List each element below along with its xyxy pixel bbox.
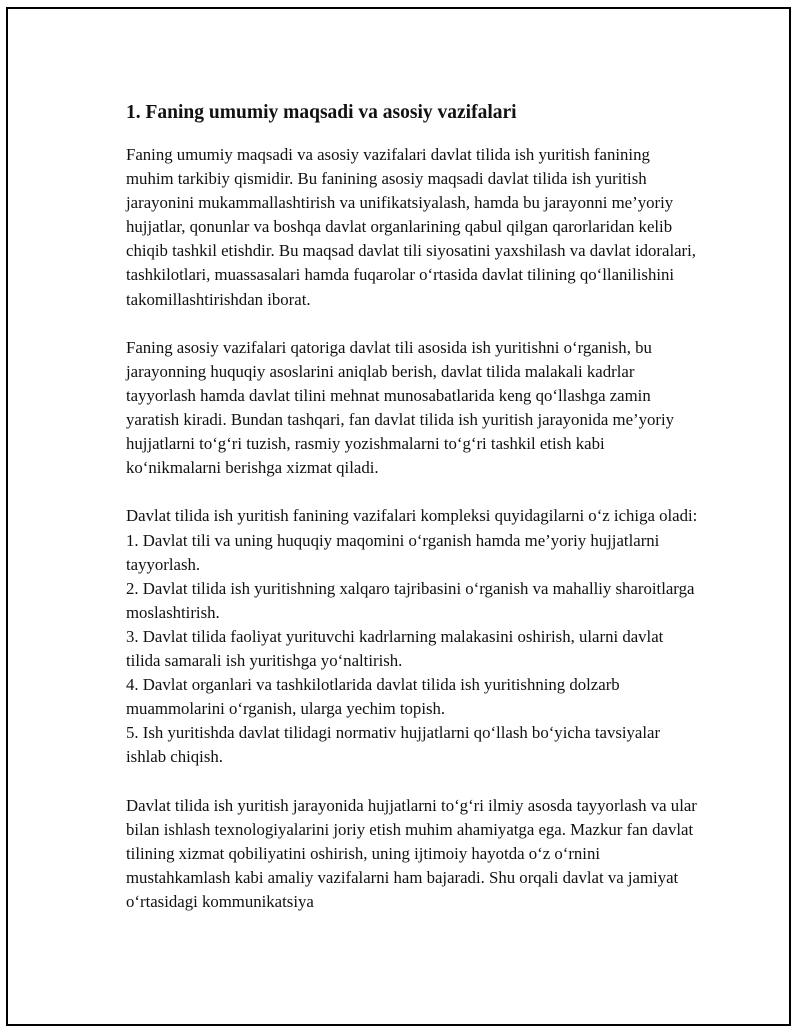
tasks-list: [126, 529, 700, 770]
list-intro: Davlat tilida ish yuritish fanining vazifalari kompleksi quyidagilarni o‘z ichiga oladi:: [126, 506, 698, 526]
list-item: 2. Davlat tilida ish yuritishning xalqaro tajribasini o‘rganish va mahalliy sharoitlarga moslashtirish.: [126, 578, 695, 622]
list-item: 3. Davlat tilida faoliyat yurituvchi kadrlarning malakasini oshirish, ularni davlat tilida samarali ish yuritishga yo‘naltirish.: [126, 626, 664, 670]
paragraph-importance: Davlat tilida ish yuritish jarayonida hujjatlarni to‘g‘ri ilmiy asosda tayyorlash va ular bilan ishlash texnologiyalarini joriy etish muhim ahamiyatga ega. Mazkur fan davlat tilining xizmat qobiliyatini oshirish, uning ijtimoiy hayotda o‘z o‘rnini mustahkamlash kabi amaliy vazifalarni ham bajaradi. Shu orqali davlat va jamiyat o‘rtasidagi kommunikatsiya: [126, 795, 697, 911]
page-border: [6, 7, 791, 1026]
list-item: 4. Davlat organlari va tashkilotlarida davlat tilida ish yuritishning dolzarb muammolarini o‘rganish, ularga yechim topish.: [126, 675, 620, 719]
list-item: 1. Davlat tili va uning huquqiy maqomini o‘rganish hamda me’yoriy hujjatlarni tayyorlash.: [126, 530, 660, 574]
list-item: 5. Ish yuritishda davlat tilidagi normativ hujjatlarni qo‘llash bo‘yicha tavsiyalar ishlab chiqish.: [126, 723, 661, 767]
document-body: [120, 100, 700, 914]
paragraph-purpose: Faning umumiy maqsadi va asosiy vazifalari davlat tilida ish yuritish fanining muhim tarkibiy qismidir. Bu fanining asosiy maqsadi davlat tilida ish yuritish jarayonini mukammallashtirish va unifikatsiyalash, hamda bu jarayonni me’yoriy hujjatlar, qonunlar va boshqa davlat organlarining qabul qilgan qarorlaridan kelib chiqib tashkil etishdir. Bu maqsad davlat tili siyosatini yaxshilash va davlat idoralari, tashkilotlari, muassasalari hamda fuqarolar o‘rtasida davlat tilining qo‘llanilishini takomillashtirishdan iborat.: [126, 145, 696, 309]
section-heading: 1. Faning umumiy maqsadi va asosiy vazifalari: [126, 102, 517, 123]
paragraph-tasks: Faning asosiy vazifalari qatoriga davlat tili asosida ish yuritishni o‘rganish, bu jarayonning huquqiy asoslarini aniqlab berish, davlat tilida malakali kadrlar tayyorlash hamda davlat tilini mehnat munosabatlarida keng qo‘llashga zamin yaratish kiradi. Bundan tashqari, fan davlat tilida ish yuritish jarayonida me’yoriy hujjatlarni to‘g‘ri tuzish, rasmiy yozishmalarni to‘g‘ri tashkil etish kabi ko‘nikmalarni berishga xizmat qiladi.: [126, 337, 675, 478]
